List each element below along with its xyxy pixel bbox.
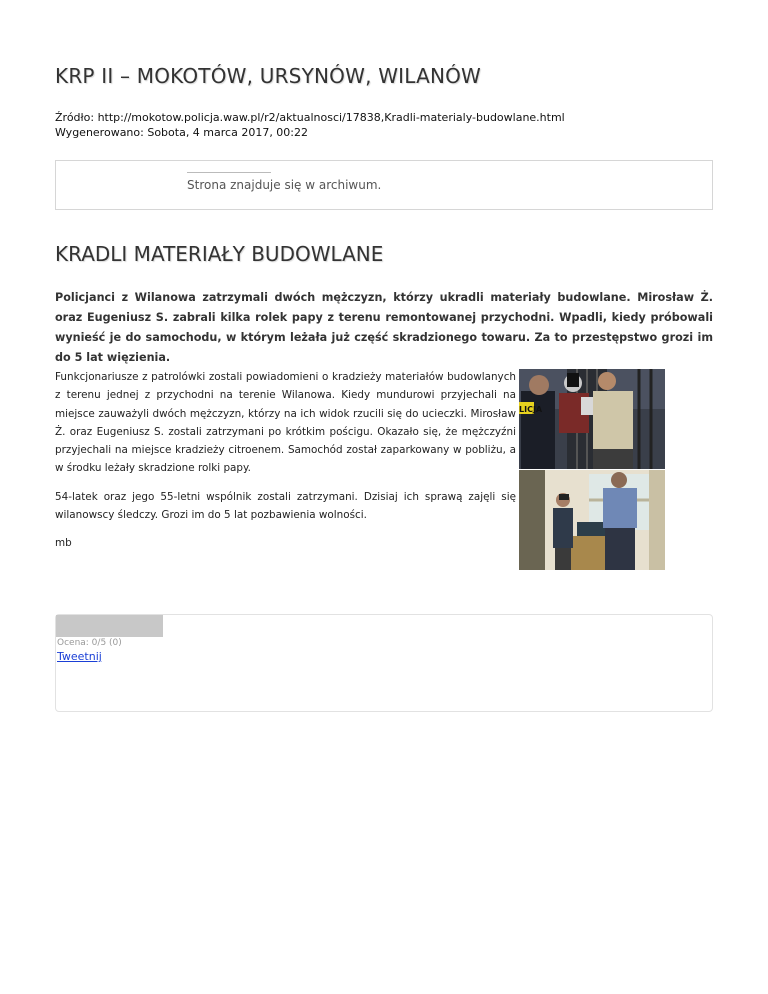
source-line: Źródło: http://mokotow.policja.waw.pl/r2/aktualnosci/17838,Kradli-materialy-budowlane.html [55, 111, 565, 124]
article-body [55, 368, 516, 563]
archive-notice-text: Strona znajduje się w archiwum. [187, 178, 382, 192]
article-photo-arrest[interactable] [519, 369, 665, 469]
generated-line: Wygenerowano: Sobota, 4 marca 2017, 00:22 [55, 126, 309, 139]
rating-stars-widget[interactable] [56, 615, 163, 637]
site-title: KRP II – MOKOTÓW, URSYNÓW, WILANÓW [55, 64, 482, 88]
body-paragraph: Funkcjonariusze z patrolówki zostali powiadomieni o kradzieży materiałów budowlanych z terenu jednej z przychodni na terenie Wilanowa. Kiedy mundurowi przyjechali na miejsce zauważyli dwóch mężczyzn, którzy na ich widok rzucili się do ucieczki. Mirosław Ż. oraz Eugeniusz S. zostali zatrzymani po krótkim pościgu. Okazało się, że mężczyźni przyjechali na miejsce kradzieży citroenem. Samochód został zaparkowany w pobliżu, a w środku leżały skradzione rolki papy. [55, 371, 516, 475]
article-title: KRADLI MATERIAŁY BUDOWLANE [55, 242, 384, 266]
archive-divider [187, 172, 271, 173]
tweet-link[interactable]: Tweetnij [57, 650, 102, 663]
article-photo-interview[interactable] [519, 470, 665, 570]
article-lead: Policjanci z Wilanowa zatrzymali dwóch mężczyzn, którzy ukradli materiały budowlane. Mirosław Ż. oraz Eugeniusz S. zabrali kilka rolek papy z terenu remontowanej przychodni. Wpadli, kiedy próbowali wynieść je do samochodu, w którym leżała już część skradzionego towaru. Za to przestępstwo grozi im do 5 lat więzienia. [55, 291, 713, 364]
photo-interview-image [519, 470, 665, 570]
rating-text: Ocena: 0/5 (0) [57, 638, 122, 648]
document-meta [55, 110, 565, 140]
author-initials: mb [55, 537, 72, 550]
rating-box [55, 614, 713, 712]
photo-arrest-image [519, 369, 665, 469]
body-paragraph: 54-latek oraz jego 55-letni wspólnik zostali zatrzymani. Dzisiaj ich sprawą zajęli się wilanowscy śledczy. Grozi im do 5 lat pozbawienia wolności. [55, 490, 516, 522]
archive-notice-box [55, 160, 713, 210]
police-badge-label: LICJA [519, 405, 543, 414]
